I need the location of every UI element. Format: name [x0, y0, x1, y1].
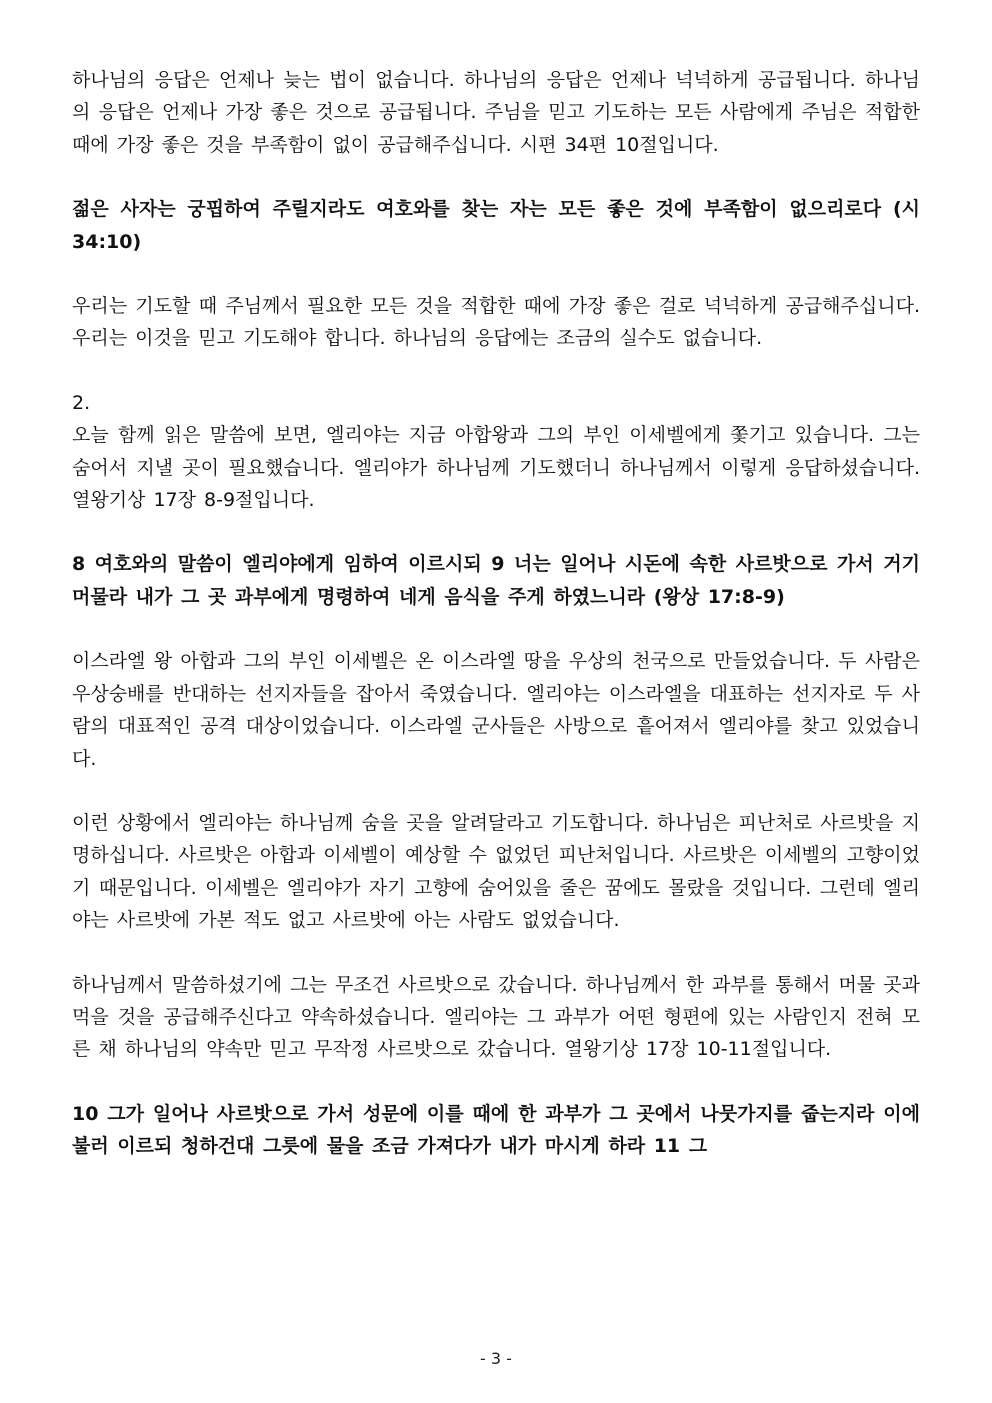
paragraph-elijah-fleeing: 오늘 함께 읽은 말씀에 보면, 엘리야는 지금 아합왕과 그의 부인 이세벨에게 쫓기고 있습니다. 그는 숨어서 지낼 곳이 필요했습니다. 엘리야가 하나님께 기도했더니 하나님께서 이렇게 응답하셨습니다. 열왕기상 17장 8-9절입니다.	[72, 424, 920, 512]
scripture-quote-1kings-17-8-9: 8 여호와의 말씀이 엘리야에게 임하여 이르시되 9 너는 일어나 시돈에 속한 사르밧으로 가서 거기 머물라 내가 그 곳 과부에게 명령하여 네게 음식을 주게 하였느니라 (왕상 17:8-9)	[72, 553, 920, 608]
document-body	[72, 64, 920, 1163]
paragraph-gap	[72, 516, 920, 548]
page-number: - 3 -	[480, 1349, 512, 1368]
paragraph-gap	[72, 775, 920, 807]
paragraph-prayer-trust: 우리는 기도할 때 주님께서 필요한 모든 것을 적합한 때에 가장 좋은 걸로 넉넉하게 공급해주십니다. 우리는 이것을 믿고 기도해야 합니다. 하나님의 응답에는 조금의 실수도 없습니다.	[72, 295, 920, 350]
paragraph-obedience: 하나님께서 말씀하셨기에 그는 무조건 사르밧으로 갔습니다. 하나님께서 한 과부를 통해서 머물 곳과 먹을 것을 공급해주신다고 약속하셨습니다. 엘리야는 그 과부가 어떤 형편에 있는 사람인지 전혀 모른 채 하나님의 약속만 믿고 무작정 사르밧으로 갔습니다. 열왕기상 17장 10-11절입니다.	[72, 973, 920, 1061]
paragraph-zarephath-refuge: 이런 상황에서 엘리야는 하나님께 숨을 곳을 알려달라고 기도합니다. 하나님은 피난처로 사르밧을 지명하십니다. 사르밧은 아합과 이세벨이 예상할 수 없었던 피난처입니다. 사르밧은 이세벨의 고향이었기 때문입니다. 이세벨은 엘리야가 자기 고향에 숨어있을 줄은 꿈에도 몰랐을 것입니다. 그런데 엘리야는 사르밧에 가본 적도 없고 사르밧에 아는 사람도 없었습니다.	[72, 811, 920, 932]
paragraph-gap	[72, 355, 920, 387]
paragraph-response-of-god: 하나님의 응답은 언제나 늦는 법이 없습니다. 하나님의 응답은 언제나 넉넉하게 공급됩니다. 하나님의 응답은 언제나 가장 좋은 것으로 공급됩니다. 주님을 믿고 기도하는 모든 사람에게 주님은 적합한 때에 가장 좋은 것을 부족함이 없이 공급해주십니다. 시편 34편 10절입니다.	[72, 69, 920, 156]
paragraph-gap	[72, 937, 920, 969]
paragraph-ahab-jezebel: 이스라엘 왕 아합과 그의 부인 이세벨은 온 이스라엘 땅을 우상의 천국으로 만들었습니다. 두 사람은 우상숭배를 반대하는 선지자들을 잡아서 죽였습니다. 엘리야는 이스라엘을 대표하는 선지자로 두 사람의 대표적인 공격 대상이었습니다. 이스라엘 군사들은 사방으로 흩어져서 엘리야를 찾고 있었습니다.	[72, 650, 920, 770]
scripture-quote-1kings-17-10-11: 10 그가 일어나 사르밧으로 가서 성문에 이를 때에 한 과부가 그 곳에서 나뭇가지를 줍는지라 이에 불러 이르되 청하건대 그릇에 물을 조금 가져다가 내가 마시게 하라 11 그	[72, 1102, 920, 1158]
scripture-quote-psalm-34-10: 젊은 사자는 궁핍하여 주릴지라도 여호와를 찾는 자는 모든 좋은 것에 부족함이 없으리로다 (시 34:10)	[72, 198, 920, 253]
paragraph-gap	[72, 613, 920, 645]
paragraph-gap	[72, 161, 920, 193]
paragraph-gap	[72, 258, 920, 290]
section-number: 2.	[72, 391, 91, 414]
paragraph-gap	[72, 1066, 920, 1098]
